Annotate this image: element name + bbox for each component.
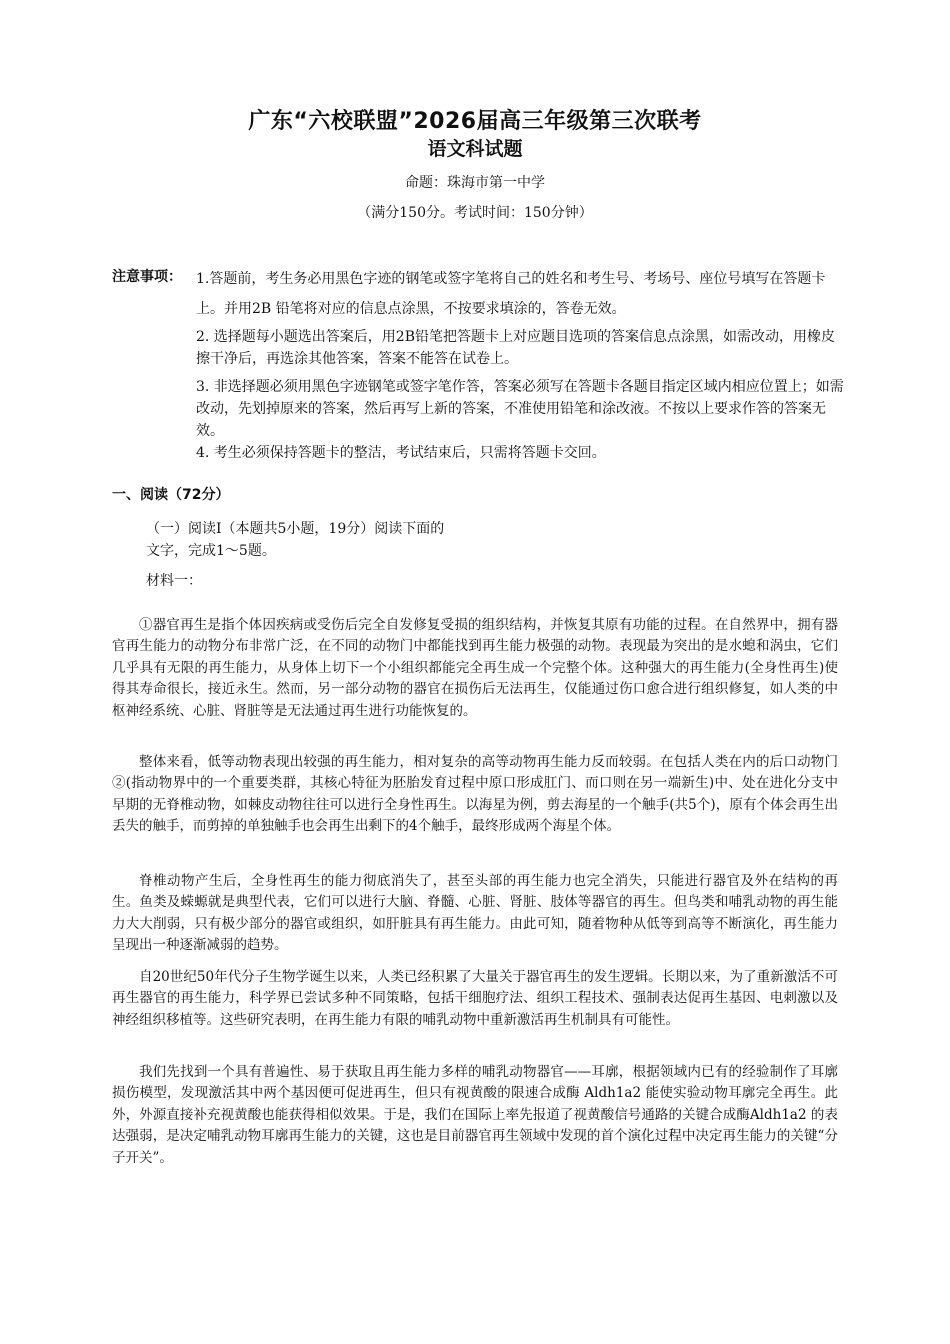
section-heading: 一、阅读（72分）: [112, 487, 230, 503]
notice-item: 4. 考生必须保持答题卡的整洁，考试结束后，只需将答题卡交回。: [196, 445, 606, 461]
notice-item: 3. 非选择题必须用黑色字迹钢笔或签字笔作答，答案必须写在答题卡各题目指定区域内相应位置上；如需改动，先划掉原来的答案，然后再写上新的答案，不准使用铅笔和涂改液。不按以上要求作答的答案无效。: [196, 379, 844, 439]
exam-info: （满分150分。考试时间：150分钟）: [357, 205, 593, 221]
notice-item: 1.答题前，考生务必用黑色字迹的钢笔或签字笔将自己的姓名和考生号、考场号、座位号填写在答题卡上。并用2B 铅笔将对应的信息点涂黑，不按要求填涂的，答卷无效。: [196, 271, 826, 317]
exam-title: 广东“六校联盟”2026届高三年级第三次联考: [248, 109, 702, 134]
passage-paragraph: 自20世纪50年代分子生物学诞生以来，人类已经积累了大量关于器官再生的发生逻辑。长期以来，为了重新激活不可再生器官的再生能力，科学界已尝试多种不同策略，包括干细胞疗法、组织工程技术、强制表达促再生基因、电刺激以及神经组织移植等。这些研究表明，在再生能力有限的哺乳动物中重新激活再生机制具有可能性。: [112, 968, 838, 1028]
passage-paragraph: 脊椎动物产生后，全身性再生的能力彻底消失了，甚至头部的再生能力也完全消失，只能进行器官及外在结构的再生。鱼类及蝾螈就是典型代表，它们可以进行大脑、脊髓、心脏、肾脏、肢体等器官的再生。但鸟类和哺乳动物的再生能力大大削弱，只有极少部分的器官或组织，如肝脏具有再生能力。由此可知，随着物种从低等到高等不断演化，再生能力呈现出一种逐渐减弱的趋势。: [112, 872, 838, 953]
exam-author: 命题：珠海市第一中学: [405, 175, 545, 191]
notice-item: 2. 选择题每小题选出答案后，用2B铅笔把答题卡上对应题目选项的答案信息点涂黑，如需改动，用橡皮擦干净后，再选涂其他答案，答案不能答在试卷上。: [196, 329, 836, 367]
exam-subtitle: 语文科试题: [427, 138, 523, 160]
reading-intro: （一）阅读Ⅰ（本题共5小题，19分）阅读下面的文字，完成1～5题。: [146, 521, 445, 559]
passage-paragraph: 我们先找到一个具有普遍性、易于获取且再生能力多样的哺乳动物器官——耳廓，根据领域内已有的经验制作了耳廓损伤模型，发现激活其中两个基因便可促进再生，但只有视黄酸的限速合成酶 Aldh1a2 能使实验动物耳廓完全再生。此外，外源直接补充视黄酸也能获得相似效果。于是，我们在国际上率先报道了视黄酸信号通路的关键合成酶Aldh1a2 的表达强弱，是决定哺乳动物耳廓再生能力的关键，这也是目前器官再生领域中发现的首个演化过程中决定再生能力的关键“分子开关”。: [112, 1063, 838, 1166]
material-label: 材料一：: [146, 573, 202, 589]
passage-paragraph: 整体来看，低等动物表现出较强的再生能力，相对复杂的高等动物再生能力反而较弱。在包括人类在内的后口动物门②(指动物界中的一个重要类群，其核心特征为胚胎发育过程中原口形成肛门、而口则在另一端新生)中、处在进化分支中早期的无脊椎动物，如棘皮动物往往可以进行全身性再生。以海星为例，剪去海星的一个触手(共5个)，原有个体会再生出丢失的触手，而剪掉的单独触手也会再生出剩下的4个触手，最终形成两个海星个体。: [112, 753, 838, 834]
notice-label: 注意事项：: [112, 269, 182, 285]
passage-paragraph: ①器官再生是指个体因疾病或受伤后完全自发修复受损的组织结构，并恢复其原有功能的过程。在自然界中，拥有器官再生能力的动物分布非常广泛，在不同的动物门中都能找到再生能力极强的动物。表现最为突出的是水螅和涡虫，它们几乎具有无限的再生能力，从身体上切下一个小组织都能完全再生成一个完整个体。这种强大的再生能力(全身性再生)使得其寿命很长，接近永生。然而，另一部分动物的器官在损伤后无法再生，仅能通过伤口愈合进行组织修复，如人类的中枢神经系统、心脏、肾脏等是无法通过再生进行功能恢复的。: [112, 616, 838, 719]
